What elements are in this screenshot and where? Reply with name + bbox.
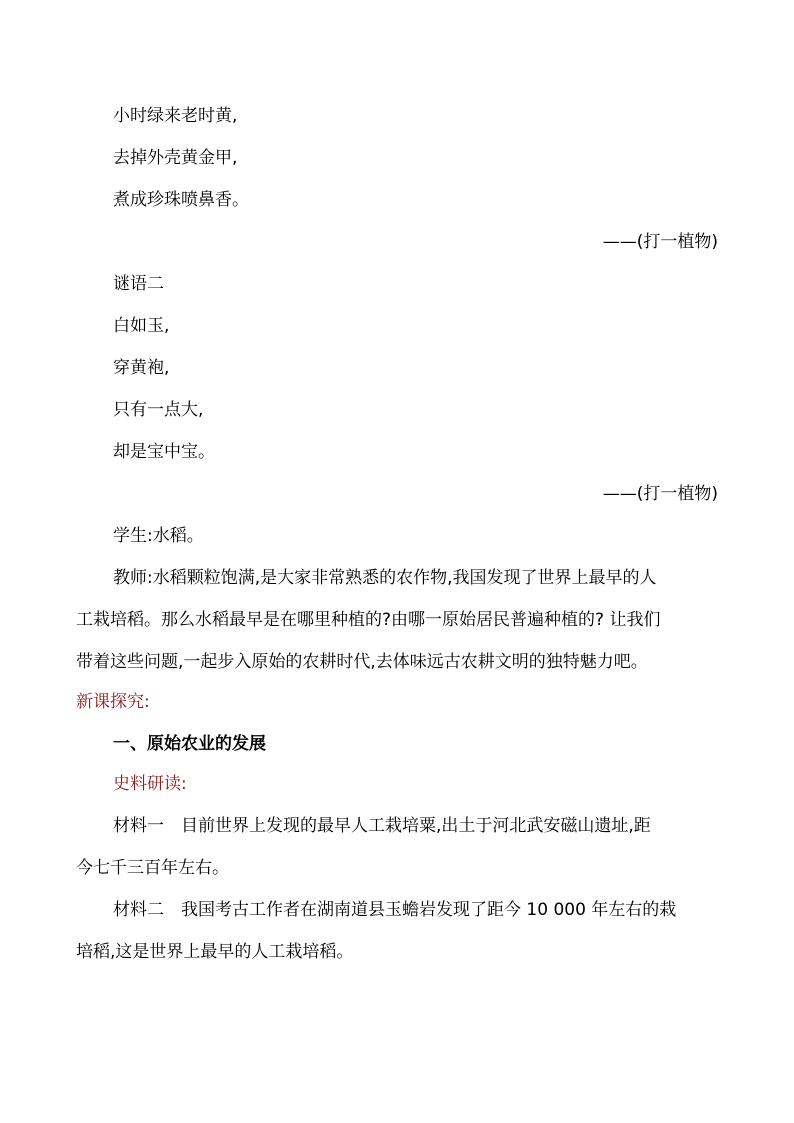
riddle2-hint: ——(打一植物) [602,484,718,504]
riddle1-line-2: 去掉外壳黄金甲, [113,148,238,168]
teacher-paragraph-line-1: 教师:水稻颗粒饱满,是大家非常熟悉的农作物,我国发现了世界上最早的人 [113,568,657,588]
material1-line-1: 材料一 目前世界上发现的最早人工栽培粟,出土于河北武安磁山遗址,距 [113,816,651,836]
section1-title: 一、原始农业的发展 [113,734,266,754]
riddle1-line-1: 小时绿来老时黄, [113,106,238,126]
teacher-paragraph-line-2: 工栽培稻。那么水稻最早是在哪里种植的?由哪一原始居民普遍种植的? 让我们 [76,610,661,630]
new-lesson-label: 新课探究: [76,692,150,712]
material1-line-2: 今七千三百年左右。 [76,858,229,878]
student-answer: 学生:水稻。 [113,526,204,546]
riddle2-line-2: 穿黄袍, [113,358,170,378]
material2-line-2: 培稻,这是世界上最早的人工栽培稻。 [76,942,354,962]
riddle2-line-3: 只有一点大, [113,400,204,420]
material2-line-1: 材料二 我国考古工作者在湖南道县玉蟾岩发现了距今 10 000 年左右的栽 [113,900,677,920]
riddle1-hint: ——(打一植物) [602,232,718,252]
riddle2-title: 谜语二 [113,274,164,294]
riddle1-line-3: 煮成珍珠喷鼻香。 [113,190,249,210]
riddle2-line-1: 白如玉, [113,316,170,336]
riddle2-line-4: 却是宝中宝。 [113,442,215,462]
source-study-label: 史料研读: [113,774,187,794]
teacher-paragraph-line-3: 带着这些问题,一起步入原始的农耕时代,去体味远古农耕文明的独特魅力吧。 [76,652,648,672]
